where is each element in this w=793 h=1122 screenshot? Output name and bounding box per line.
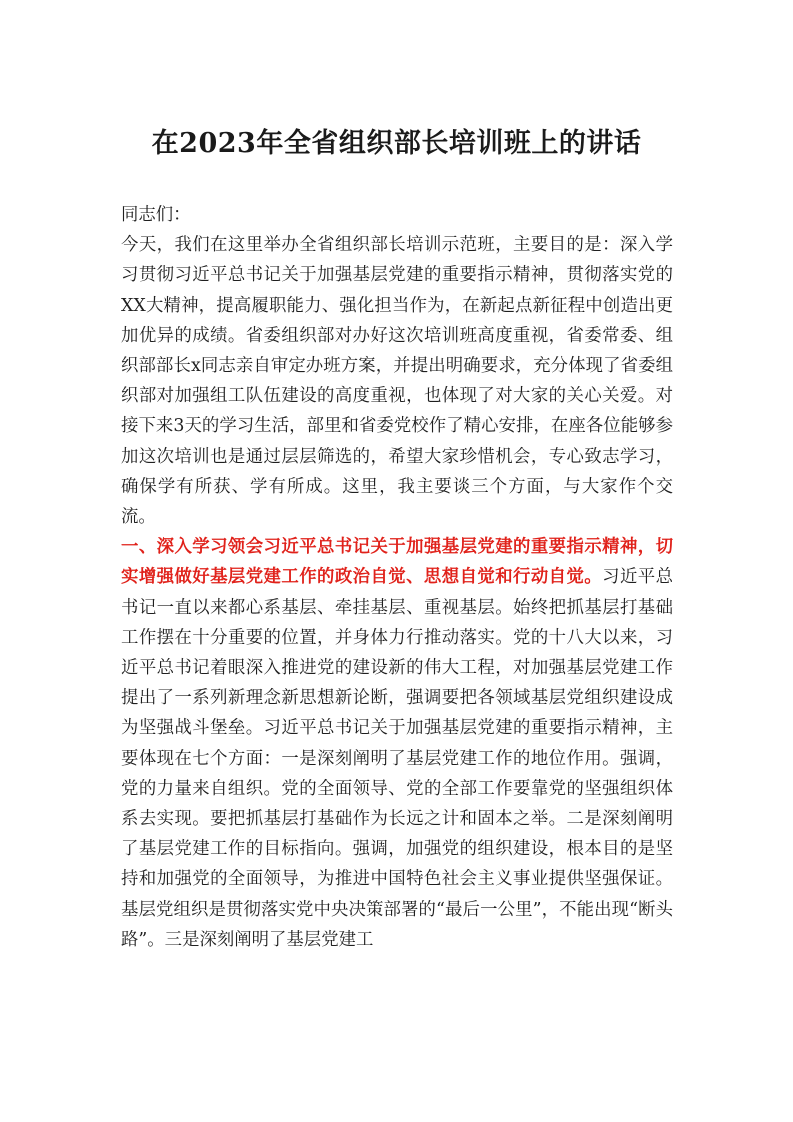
paragraph-intro: 今天，我们在这里举办全省组织部长培训示范班，主要目的是：深入学习贯彻习近平总书记关于加强基层党建的重要指示精神，贯彻落实党的XX大精神，提高履职能力、强化担当作为，在新起点新征程中创造出更加优异的成绩。省委组织部对办好这次培训班高度重视，省委常委、组织部部长x同志亲自审定办班方案，并提出明确要求，充分体现了省委组织部对加强组工队伍建设的高度重视，也体现了对大家的关心关爱。对接下来3天的学习生活，部里和省委党校作了精心安排，在座各位能够参加这次培训也是通过层层筛选的，希望大家珍惜机会，专心致志学习，确保学有所获、学有所成。这里，我主要谈三个方面，与大家作个交流。 [121, 235, 673, 528]
document-body [121, 200, 673, 955]
section-1-heading: 一、深入学习领会习近平总书记关于加强基层党建的重要指示精神，切实增强做好基层党建工作的政治自觉、思想自觉和行动自觉。 [121, 537, 673, 588]
salutation: 同志们： [121, 205, 191, 225]
section-1-body: 习近平总书记一直以来都心系基层、牵挂基层、重视基层。始终把抓基层打基础工作摆在十分重要的位置，并身体力行推动落实。党的十八大以来，习近平总书记着眼深入推进党的建设新的伟大工程，对加强基层党建工作提出了一系列新理念新思想新论断，强调要把各领域基层党组织建设成为坚强战斗堡垒。习近平总书记关于加强基层党建的重要指示精神，主要体现在七个方面：一是深刻阐明了基层党建工作的地位作用。强调，党的力量来自组织。党的全面领导、党的全部工作要靠党的坚强组织体系去实现。要把抓基层打基础作为长远之计和固本之举。二是深刻阐明了基层党建工作的目标指向。强调，加强党的组织建设，根本目的是坚持和加强党的全面领导，为推进中国特色社会主义事业提供坚强保证。基层党组织是贯彻落实党中央决策部署的“最后一公里”，不能出现“断头路”。三是深刻阐明了基层党建工 [121, 567, 673, 950]
document-title: 在2023年全省组织部长培训班上的讲话 [151, 128, 642, 159]
section-1-paragraph [121, 532, 673, 955]
